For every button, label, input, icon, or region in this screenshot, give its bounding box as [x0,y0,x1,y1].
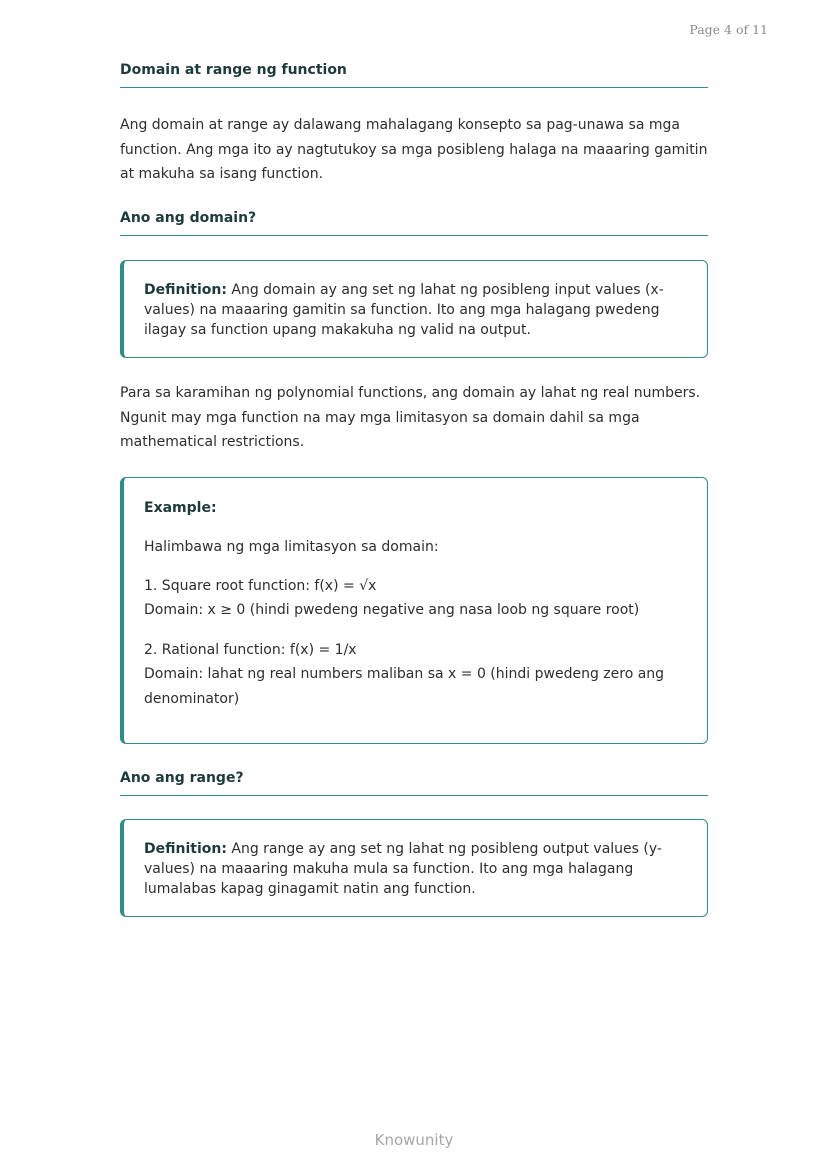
example-item2-title: 2. Rational function: f(x) = 1/x [144,641,357,658]
range-definition [144,839,687,899]
definition-label: Definition: [144,841,227,857]
section-heading-domain-range: Domain at range ng function [120,62,708,88]
example-title: Example: [144,500,217,516]
page-number: Page 4 of 11 [689,22,768,37]
domain-paragraph: Para sa karamihan ng polynomial functions, ang domain ay lahat ng real numbers. Ngunit may mga function na may mga limitasyon sa domain dahil sa mga mathematical restrictions. [120,385,701,450]
definition-text: Ang range ay ang set ng lahat ng posibleng output values (y-values) na maaaring makuha mula sa function. Ito ang mga halagang lumalabas kapag ginagamit natin ang function. [144,841,662,897]
example-item2-domain: Domain: lahat ng real numbers maliban sa x = 0 (hindi pwedeng zero ang denominator) [144,666,665,707]
section-heading-domain: Ano ang domain? [120,210,708,236]
definition-label: Definition: [144,282,227,298]
domain-definition [144,280,687,340]
example-item1-domain: Domain: x ≥ 0 (hindi pwedeng negative ang nasa loob ng square root) [144,602,640,618]
domain-definition-box [120,260,708,358]
range-definition-box [120,819,708,917]
section-heading-range: Ano ang range? [120,770,708,796]
footer-brand: Knowunity [374,1131,454,1149]
example-item1-title: 1. Square root function: f(x) = √x [144,577,377,594]
example-box [120,477,708,744]
example-intro: Halimbawa ng mga limitasyon sa domain: [144,539,439,555]
intro-paragraph: Ang domain at range ay dalawang mahalagang konsepto sa pag-unawa sa mga function. Ang mga ito ay nagtutukoy sa mga posibleng halaga na maaaring gamitin at makuha sa isang function. [120,117,708,182]
definition-text: Ang domain ay ang set ng lahat ng posibleng input values (x-values) na maaaring gamitin sa function. Ito ang mga halagang pwedeng ilagay sa function upang makakuha ng valid na output. [144,282,664,338]
